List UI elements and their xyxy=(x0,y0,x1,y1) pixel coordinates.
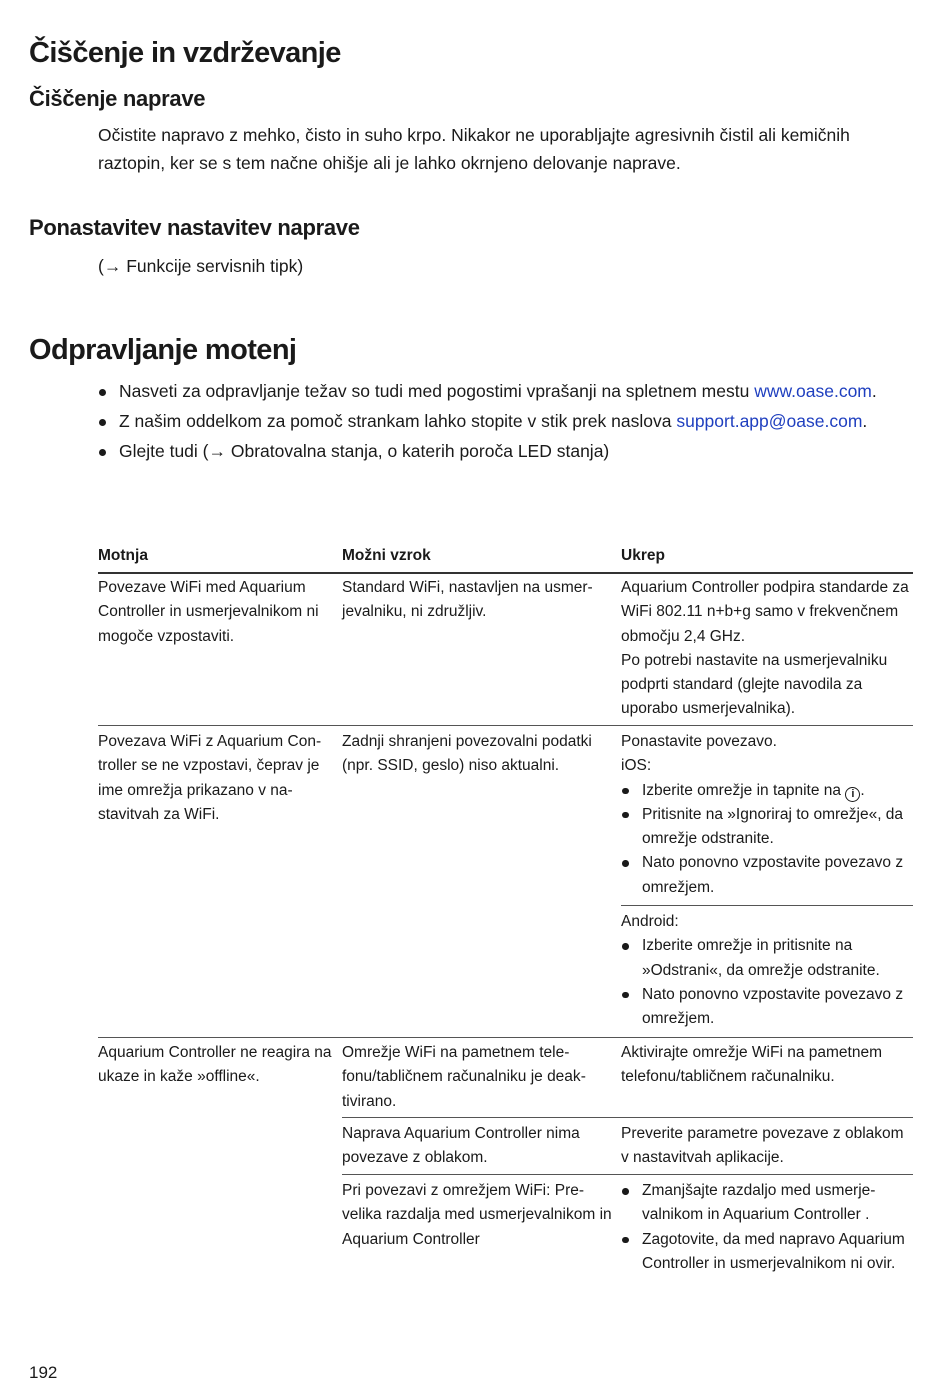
bullet-icon xyxy=(622,860,629,867)
column-header-remedy: Ukrep xyxy=(621,547,665,564)
row3-cause-2: Naprava Aquarium Controller nima povezave z oblakom. xyxy=(342,1125,580,1167)
row3-remedy-1: Aktivirajte omrežje WiFi na pametnem telefonu/tabličnem računalniku. xyxy=(621,1044,882,1086)
sub-row-divider xyxy=(342,1117,913,1118)
list-item: Zmanjšajte razdaljo med usmerjevalnikom in Aquarium Controller . xyxy=(621,1179,913,1228)
row2-cause: Zadnji shranjeni povezovalni podatki (npr. SSID, geslo) niso aktualni. xyxy=(342,733,592,775)
row2-remedy-android: Android: Izberite omrežje in pritisnite na »Odstrani«, da omrežje odstranite. Nato ponovno vzpostavite povezavo z omrežjem. xyxy=(621,910,913,1031)
troubleshooting-bullet-list xyxy=(98,377,918,467)
list-item: Glejte tudi (→ Obratovalna stanja, o katerih poroča LED stanja) xyxy=(98,437,918,465)
bullet-icon xyxy=(622,992,629,999)
bullet-icon xyxy=(622,812,629,819)
device-cleaning-text: Očistite napravo z mehko, čisto in suho krpo. Nikakor ne uporabljajte agresivnih čistil ali kemičnih raztopin, ker se s tem načne ohišje ali je lahko okrnjeno delovanje naprave. xyxy=(98,125,850,173)
row2-remedy-ios: Ponastavite povezavo. iOS: Izberite omrežje in tapnite na i . Pritisnite na »Ignoriraj to omrežje«, da omrežje odstranite. Nato ponovno vzpostavite povezavo z omrežjem. xyxy=(621,730,913,900)
bullet-icon xyxy=(99,419,106,426)
heading-reset-settings: Ponastavitev nastavitev naprave xyxy=(29,215,360,240)
sub-row-divider xyxy=(621,905,913,906)
row3-remedy-3 xyxy=(621,1179,913,1276)
row-divider xyxy=(98,1037,913,1038)
row3-remedy-2: Preverite parametre povezave z oblakom v nastavitvah aplikacije. xyxy=(621,1125,904,1167)
list-item: Nato ponovno vzpostavite povezavo z omrežjem. xyxy=(621,851,913,900)
website-link[interactable]: www.oase.com xyxy=(754,381,872,401)
list-item: Nasveti za odpravljanje težav so tudi med pogostimi vprašanji na spletnem mestu www.oase.com. xyxy=(98,377,918,405)
list-item: Pritisnite na »Ignoriraj to omrežje«, da omrežje odstranite. xyxy=(621,803,913,852)
row2-fault: Povezava WiFi z Aquarium Controller se ne vzpostavi, čeprav je ime omrežja prikazano v nastavitvah za WiFi. xyxy=(98,733,322,823)
row3-cause-3: Pri povezavi z omrežjem WiFi: Prevelika razdalja med usmerjevalnikom in Aquarium Controller xyxy=(342,1182,612,1248)
row3-fault: Aquarium Controller ne reagira na ukaze in kaže »offline«. xyxy=(98,1044,332,1086)
bullet-icon xyxy=(622,943,629,950)
info-icon: i xyxy=(845,787,860,802)
bullet-icon xyxy=(99,389,106,396)
sub-row-divider xyxy=(342,1174,913,1175)
section-title-cleaning: Čiščenje in vzdrževanje xyxy=(29,37,341,69)
header-divider xyxy=(98,572,913,574)
bullet-icon xyxy=(99,449,106,456)
row1-cause: Standard WiFi, nastavljen na usmerjevalniku, ni združljiv. xyxy=(342,579,593,621)
list-item: Z našim oddelkom za pomoč strankam lahko stopite v stik prek naslova support.app@oase.com. xyxy=(98,407,918,435)
page-number: 192 xyxy=(29,1363,58,1382)
row1-fault: Povezave WiFi med Aquarium Controller in usmerjevalnikom ni mogoče vzpostaviti. xyxy=(98,579,319,645)
list-item: Izberite omrežje in tapnite na i . xyxy=(621,779,913,803)
row1-remedy: Aquarium Controller podpira standarde za WiFi 802.11 n+b+g samo v frekvenčnem območju 2,4 GHz. Po potrebi nastavite na usmerjevalniku podprti standard (glejte navodila za uporabo usmerjevalnika). xyxy=(621,579,909,718)
row3-cause-1: Omrežje WiFi na pametnem telefonu/tabličnem računalniku je deaktivirano. xyxy=(342,1044,586,1110)
bullet-icon xyxy=(622,1237,629,1244)
list-item: Nato ponovno vzpostavite povezavo z omrežjem. xyxy=(621,983,913,1032)
support-email-link[interactable]: support.app@oase.com xyxy=(676,411,863,431)
list-item: Izberite omrežje in pritisnite na »Odstrani«, da omrežje odstranite. xyxy=(621,934,913,983)
reset-settings-text: (→ Funkcije servisnih tipk) xyxy=(98,256,304,276)
row-divider xyxy=(98,725,913,726)
column-header-cause: Možni vzrok xyxy=(342,547,431,564)
list-item: Zagotovite, da med napravo Aquarium Controller in usmerjevalnikom ni ovir. xyxy=(621,1228,913,1277)
section-title-troubleshooting: Odpravljanje motenj xyxy=(29,334,297,366)
column-header-fault: Motnja xyxy=(98,547,148,564)
bullet-icon xyxy=(622,788,629,795)
heading-device-cleaning: Čiščenje naprave xyxy=(29,86,206,111)
bullet-icon xyxy=(622,1188,629,1195)
